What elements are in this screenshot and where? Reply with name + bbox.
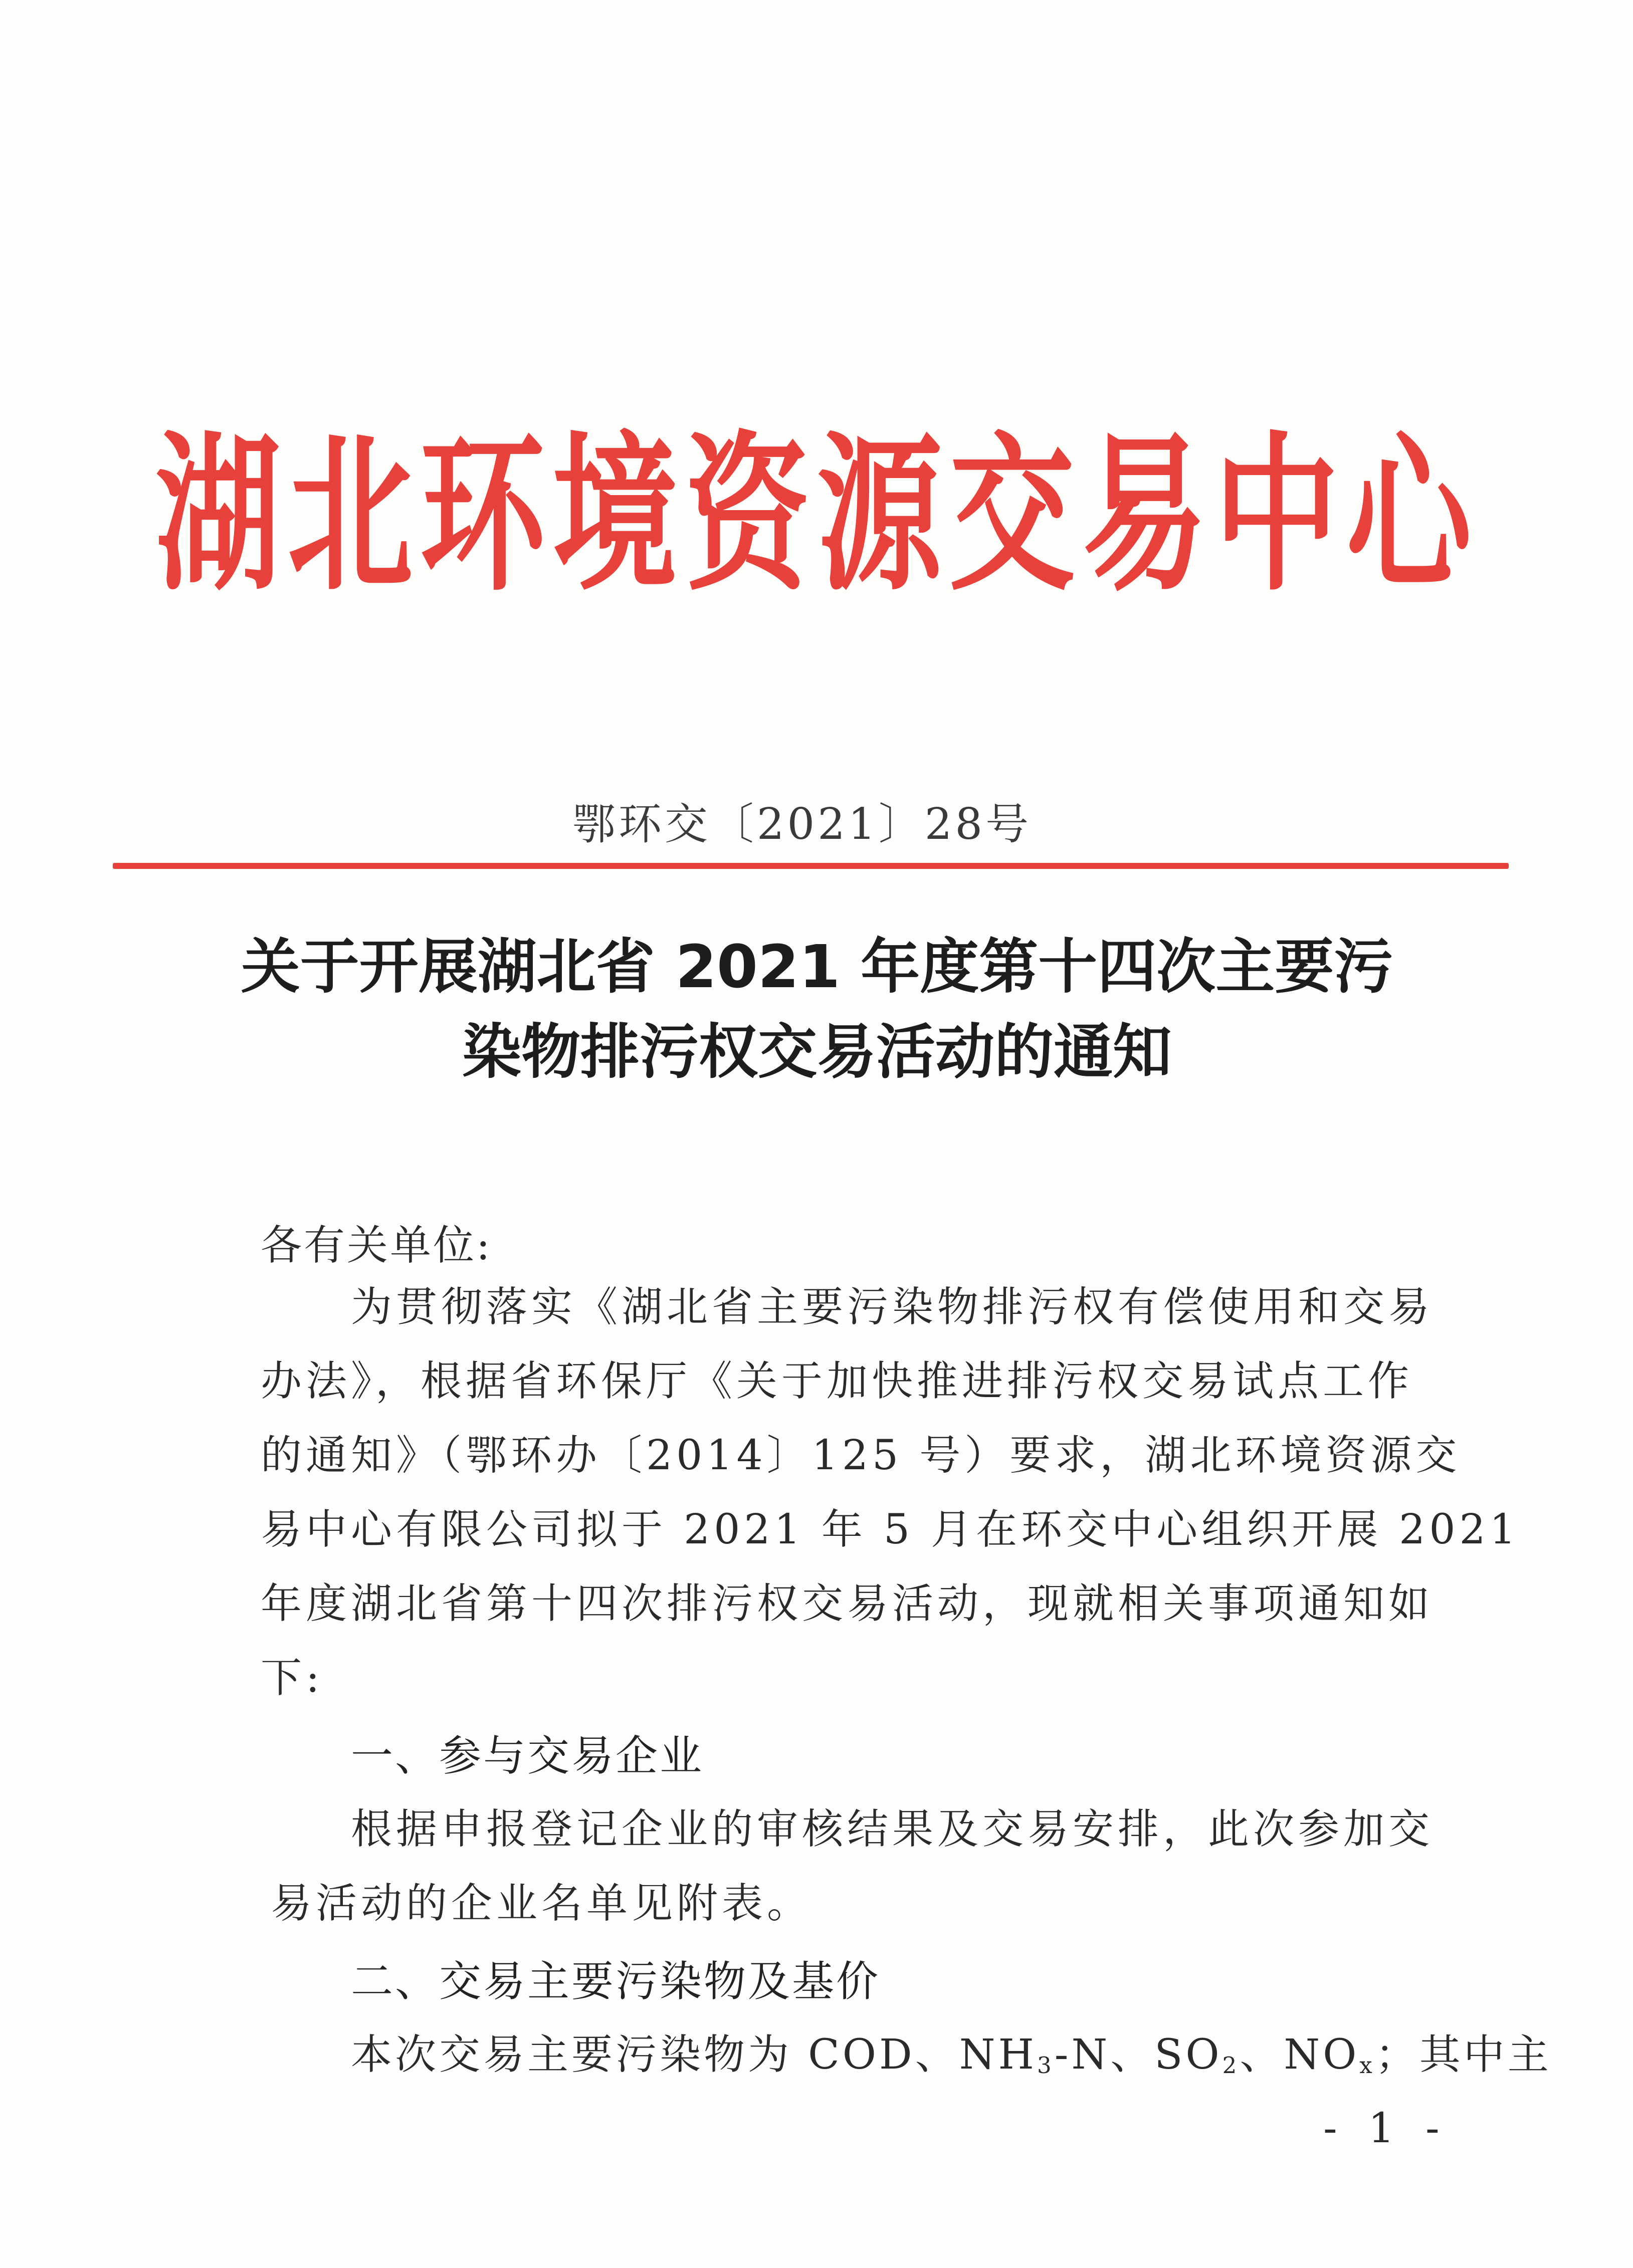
paragraph-1-line-5: 年度湖北省第十四次排污权交易活动，现就相关事项通知如 [261,1580,1434,1628]
notice-title-line-2: 染物排污权交易活动的通知 [462,1017,1172,1086]
nox-subscript: x [1359,2052,1375,2079]
notice-title-line-1: 关于开展湖北省 2021 年度第十四次主要污 [241,932,1393,1001]
section-2-text-mid-2: 、NO [1240,2031,1360,2079]
paragraph-1-line-6: 下: [261,1654,324,1702]
paragraph-1-line-2: 办法》，根据省环保厅《关于加快推进排污权交易试点工作 [261,1357,1413,1405]
section-1-line-2: 易活动的企业名单见附表。 [271,1880,812,1927]
section-2-heading: 二、交易主要污染物及基价 [351,1957,881,2006]
red-divider-line [113,863,1509,869]
section-1-line-1: 根据申报登记企业的审核结果及交易安排，此次参加交 [351,1805,1434,1853]
paragraph-1-line-3: 的通知》（鄂环办〔2014〕125 号）要求，湖北环境资源交 [261,1432,1461,1479]
document-number: 鄂环交〔2021〕28号 [572,799,1032,849]
section-2-text-suffix: ；其中主 [1375,2031,1552,2079]
salutation: 各有关单位: [261,1222,492,1269]
paragraph-1-line-1: 为贯彻落实《湖北省主要污染物排污权有偿使用和交易 [351,1283,1434,1331]
section-1-heading: 一、参与交易企业 [351,1731,704,1780]
nh3-subscript: 3 [1037,2052,1055,2079]
section-2-line-1 [351,2031,1552,2079]
page-number: - 1 - [1323,2105,1449,2152]
so2-subscript: 2 [1222,2052,1240,2079]
section-2-text-mid-1: -N、SO [1054,2031,1222,2079]
masthead-title: 湖北环境资源交易中心 [155,416,1479,614]
section-2-text-prefix: 本次交易主要污染物为 COD、NH [351,2031,1038,2079]
paragraph-1-line-4: 易中心有限公司拟于 2021 年 5 月在环交中心组织开展 2021 [261,1506,1520,1553]
